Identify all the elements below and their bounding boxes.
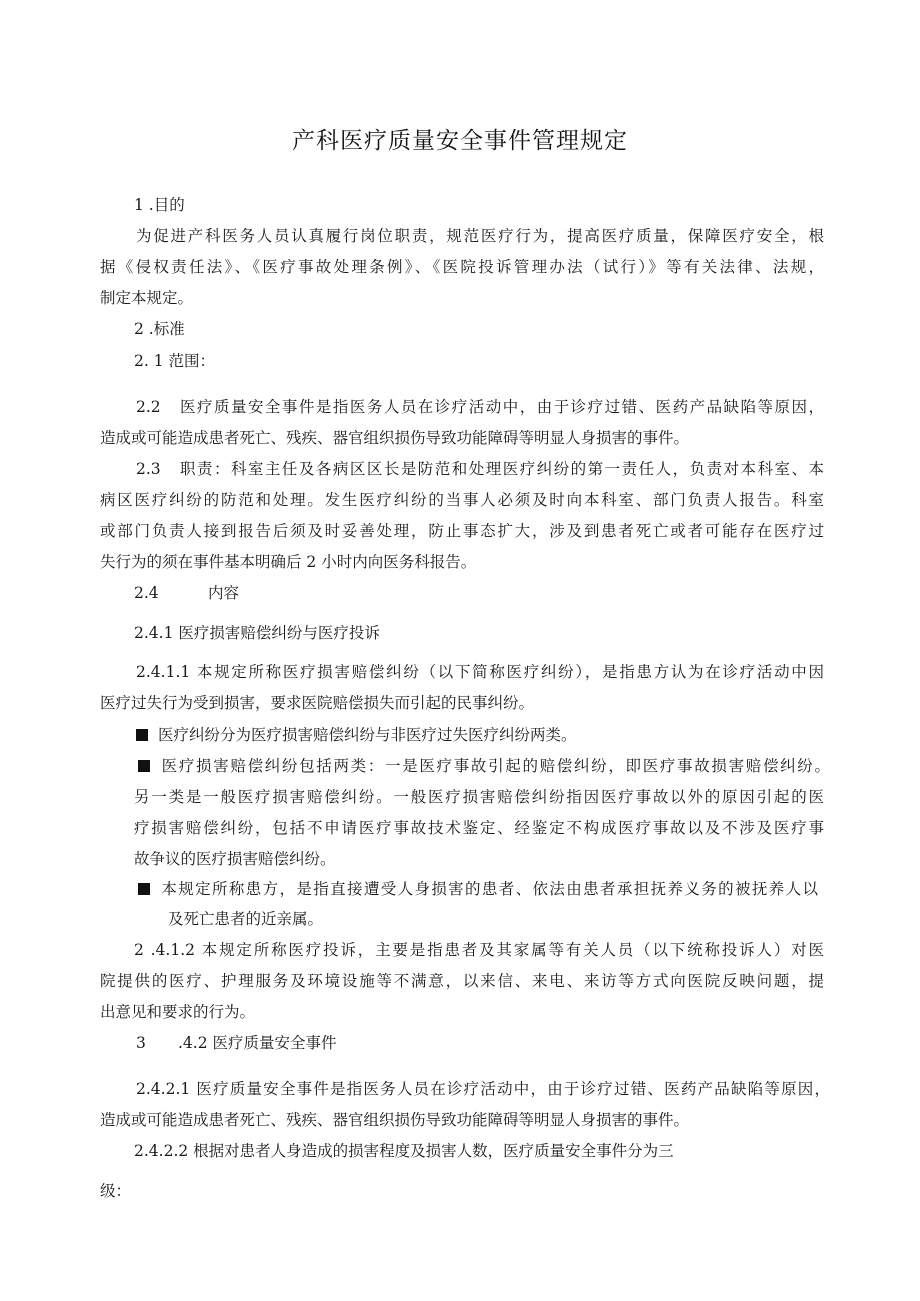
paragraph-line: 为促进产科医务人员认真履行岗位职责，规范医疗行为，提高医疗质量，保障医疗安全，根: [136, 227, 824, 245]
paragraph-line: 2.4.2.2 根据对患者人身造成的损害程度及损害人数，医疗质量安全事件分为三: [134, 1142, 674, 1160]
paragraph-line: 或部门负责人接到报告后须及时妥善处理，防止事态扩大，涉及到患者死亡或者可能存在医疗过: [100, 522, 824, 540]
section-number: 2.3: [136, 460, 161, 478]
document-title: 产科医疗质量安全事件管理规定: [292, 128, 628, 154]
paragraph-line: 据《侵权责任法》、《医疗事故处理条例》、《医院投诉管理办法（试行）》等有关法律、法规，: [100, 258, 824, 276]
paragraph-line: 级：: [100, 1182, 132, 1200]
bullet-item: 医疗损害赔偿纠纷包括两类：一是医疗事故引起的赔偿纠纷，即医疗事故损害赔偿纠纷。: [138, 755, 830, 777]
section-2-1-heading: 2. 1 范围：: [134, 352, 216, 370]
section-2-heading: 2 .标准: [134, 320, 185, 338]
section-number: 3: [136, 1034, 146, 1052]
paragraph-line: 院提供的医疗、护理服务及环境设施等不满意，以来信、来电、来访等方式向医院反映问题，提: [100, 972, 824, 990]
paragraph-line: 出意见和要求的行为。: [100, 1003, 256, 1021]
square-bullet-icon: [138, 883, 150, 895]
paragraph-line: 医疗过失行为受到损害，要求医院赔偿损失而引起的民事纠纷。: [100, 694, 535, 712]
paragraph-line: 及死亡患者的近亲属。: [168, 910, 324, 928]
paragraph-line: 2.4.2.1 医疗质量安全事件是指医务人员在诊疗活动中，由于诊疗过错、医药产品缺陷等原因，: [136, 1080, 830, 1098]
section-2-4-2-heading: .4.2 医疗质量安全事件: [178, 1034, 337, 1052]
paragraph-line: 失行为的须在事件基本明确后 2 小时内向医务科报告。: [100, 553, 477, 571]
bullet-item: 本规定所称患方，是指直接遭受人身损害的患者、依法由患者承担抚养义务的被抚养人以: [138, 878, 818, 900]
paragraph-line: 病区医疗纠纷的防范和处理。发生医疗纠纷的当事人必须及时向本科室、部门负责人报告。科室: [100, 491, 824, 509]
paragraph-line: 2 .4.1.2 本规定所称医疗投诉，主要是指患者及其家属等有关人员（以下统称投诉人）对医: [134, 941, 824, 959]
paragraph-line: 故争议的医疗损害赔偿纠纷。: [134, 850, 336, 868]
square-bullet-icon: [136, 729, 148, 741]
paragraph-line: 职责：科室主任及各病区区长是防范和处理医疗纠纷的第一责任人，负责对本科室、本: [180, 460, 824, 478]
paragraph-line: 医疗质量安全事件是指医务人员在诊疗活动中，由于诊疗过错、医药产品缺陷等原因，: [180, 398, 824, 416]
section-1-heading: 1 .目的: [134, 196, 185, 214]
paragraph-line: 另一类是一般医疗损害赔偿纠纷。一般医疗损害赔偿纠纷指因医疗事故以外的原因引起的医: [134, 788, 824, 806]
paragraph-line: 造成或可能造成患者死亡、残疾、器官组织损伤导致功能障碍等明显人身损害的事件。: [100, 1111, 690, 1129]
square-bullet-icon: [138, 760, 150, 772]
paragraph-line: 疗损害赔偿纠纷，包括不申请医疗事故技术鉴定、经鉴定不构成医疗事故以及不涉及医疗事: [134, 819, 824, 837]
section-number: 2.2: [136, 398, 161, 416]
paragraph-line: 2.4.1.1 本规定所称医疗损害赔偿纠纷（以下简称医疗纠纷），是指患方认为在诊疗活动中因: [136, 663, 824, 681]
paragraph-line: 造成或可能造成患者死亡、残疾、器官组织损伤导致功能障碍等明显人身损害的事件。: [100, 429, 690, 447]
section-2-4-heading: 内容: [208, 584, 240, 602]
section-2-4-1-heading: 2.4.1 医疗损害赔偿纠纷与医疗投诉: [134, 624, 380, 642]
section-number: 2.4: [134, 584, 159, 602]
bullet-item: 医疗纠纷分为医疗损害赔偿纠纷与非医疗过失医疗纠纷两类。: [136, 724, 577, 746]
paragraph-line: 制定本规定。: [100, 289, 194, 307]
